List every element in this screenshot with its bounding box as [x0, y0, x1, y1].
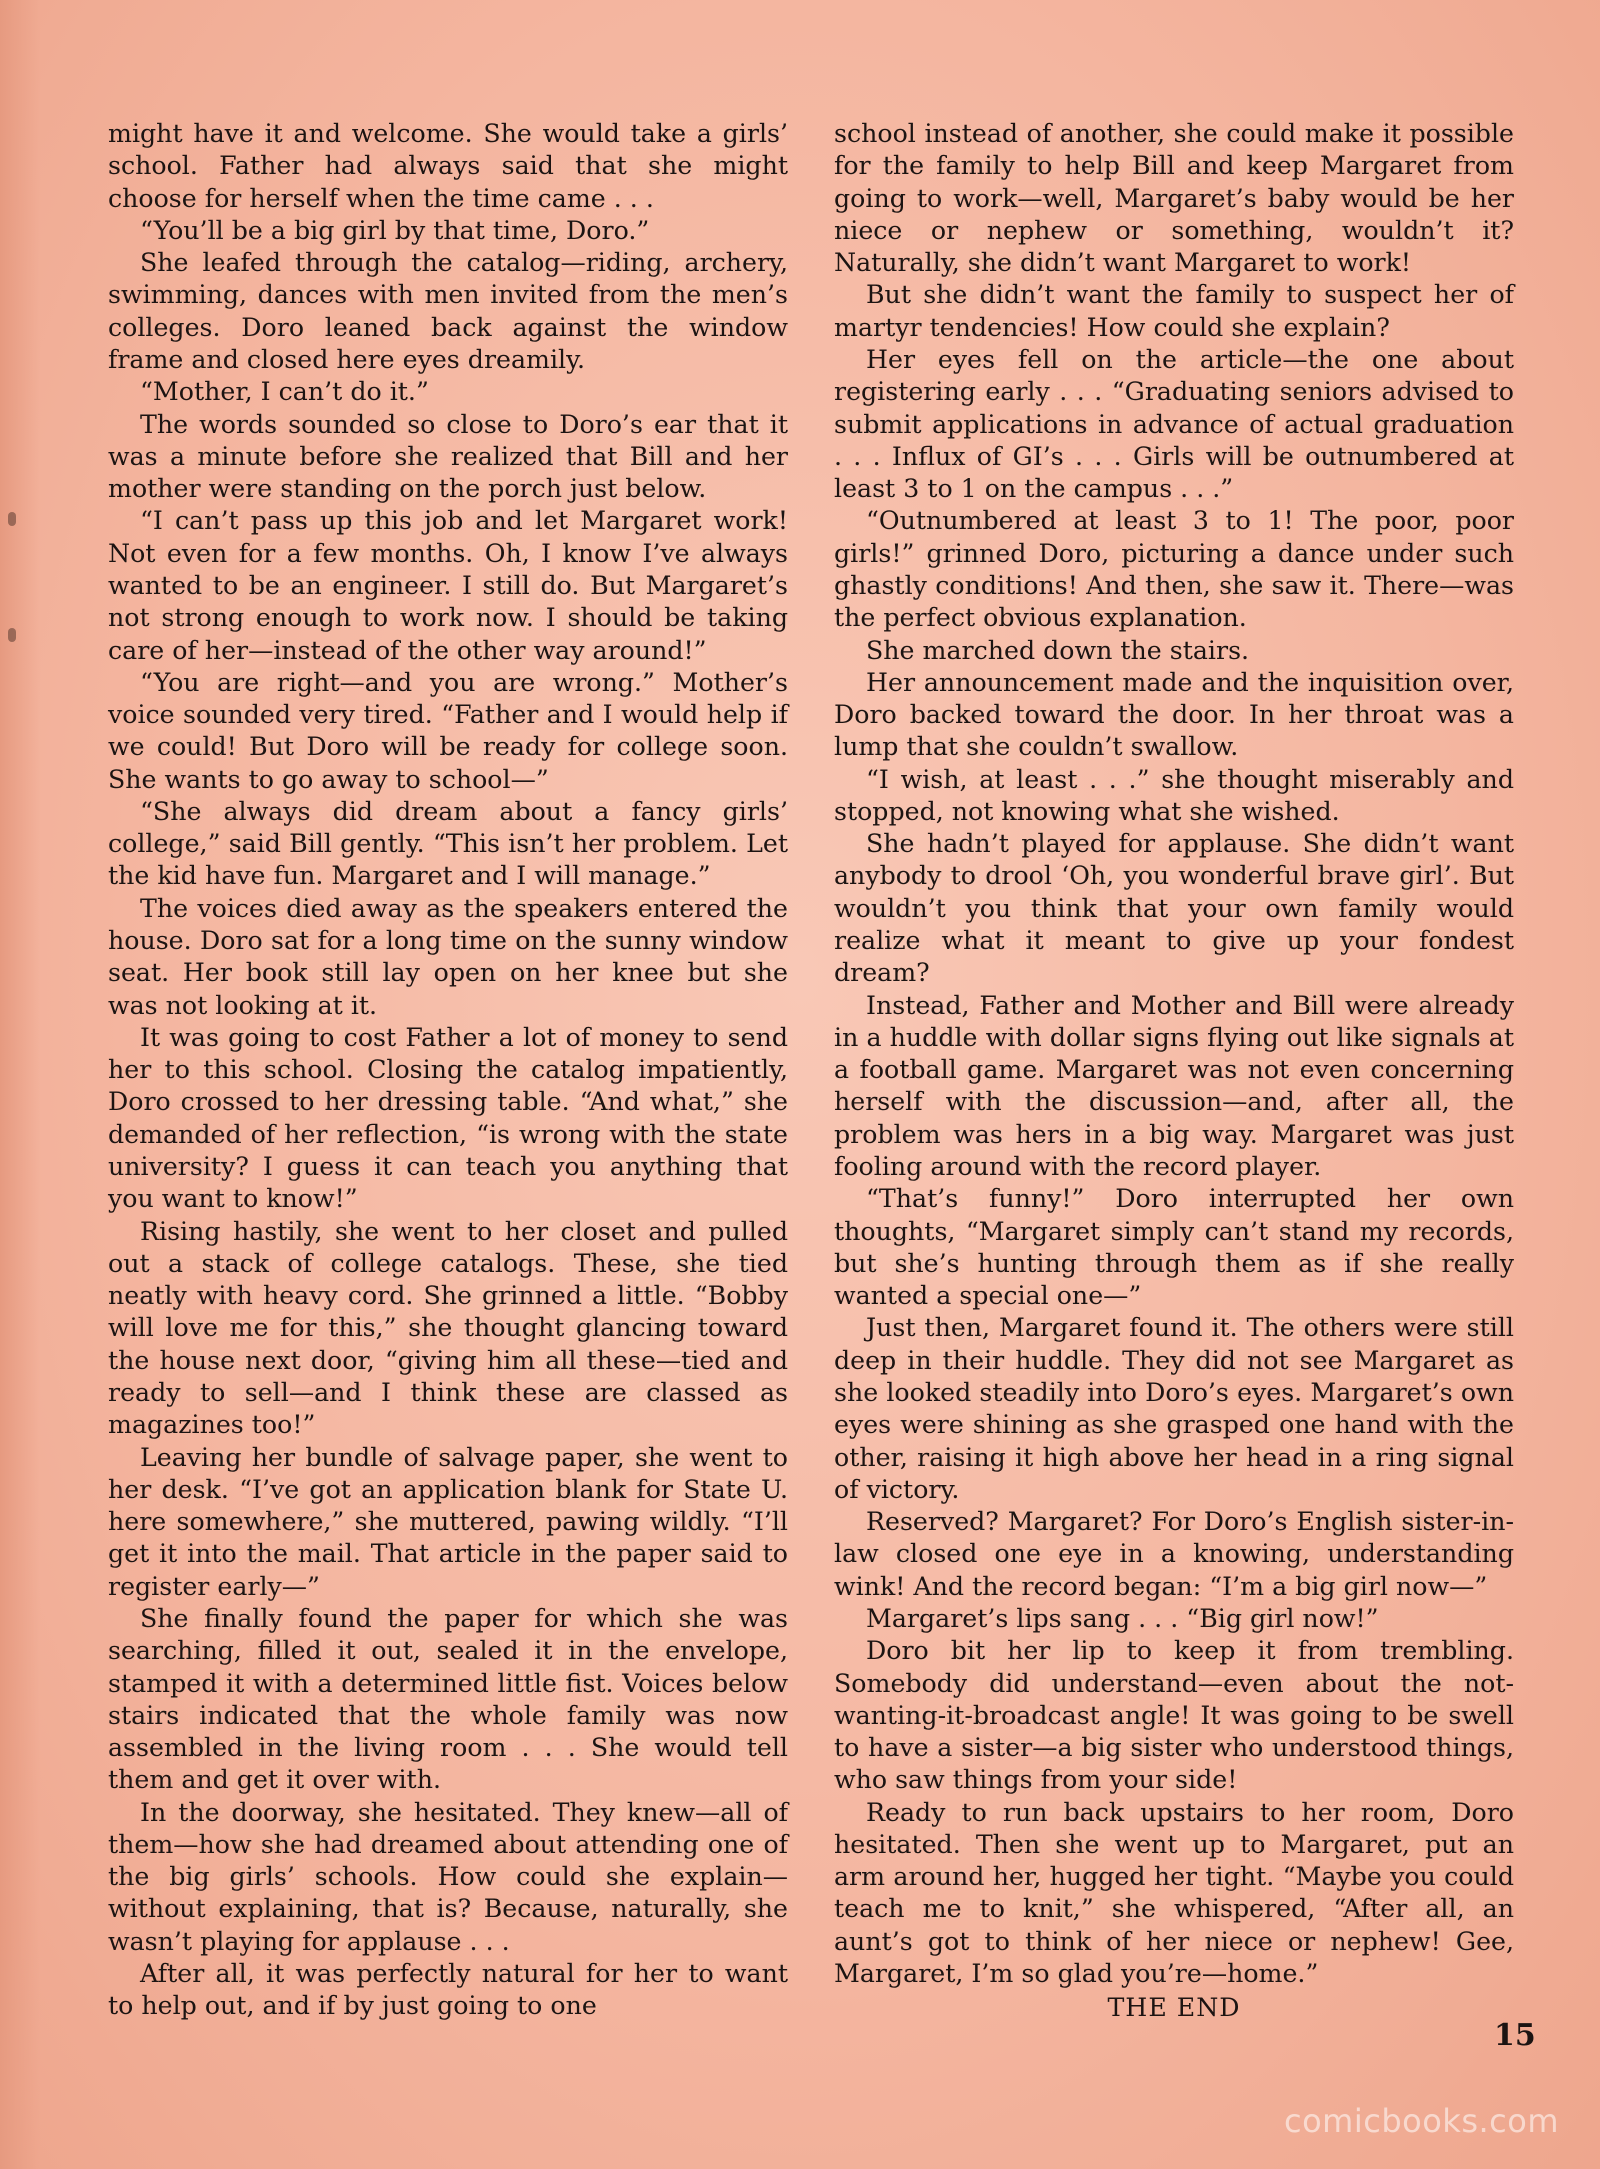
paragraph: “She always did dream about a fancy girls’ college,” said Bill gently. “This isn’t her problem. Let the kid have fun. Margaret and I will manage.” — [108, 796, 788, 891]
the-end-label: THE END — [1107, 1993, 1241, 2023]
paragraph: Rising hastily, she went to her closet and pulled out a stack of college catalogs. These, she tied neatly with heavy cord. She grinned a little. “Bobby will love me for this,” she thought glancing toward the house next door, “giving him all these—tied and ready to sell—and I think these are classed as magazines too!” — [108, 1216, 788, 1440]
paragraph: school instead of another, she could make it possible for the family to help Bill and keep Margaret from going to work—well, Margaret’s baby would be her niece or nephew or something, wouldn’t it? Naturally, she didn’t want Margaret to work! — [834, 119, 1514, 278]
paragraph: Margaret’s lips sang . . . “Big girl now!” — [866, 1603, 1379, 1633]
paragraph: “I wish, at least . . .” she thought miserably and stopped, not knowing what she wished. — [834, 764, 1514, 826]
page-number: 15 — [1494, 2018, 1536, 2053]
paragraph: “You are right—and you are wrong.” Mother’s voice sounded very tired. “Father and I would help if we could! But Doro will be ready for college soon. She wants to go away to school—” — [108, 667, 788, 794]
paragraph: She marched down the stairs. — [866, 635, 1250, 665]
paragraph: “You’ll be a big girl by that time, Doro.” — [140, 215, 650, 245]
paragraph: “Outnumbered at least 3 to 1! The poor, poor girls!” grinned Doro, picturing a dance under such ghastly conditions! And then, she saw it. There—was the perfect obvious explanation. — [834, 506, 1514, 633]
paragraph: She hadn’t played for applause. She didn’t want anybody to drool ‘Oh, you wonderful brave girl’. But wouldn’t you think that your own family would realize what it meant to give up your fondest dream? — [834, 829, 1514, 988]
story-column-right — [834, 118, 1514, 2025]
paragraph: Her announcement made and the inquisition over, Doro backed toward the door. In her throat was a lump that she couldn’t swallow. — [834, 667, 1514, 762]
paragraph: The words sounded so close to Doro’s ear that it was a minute before she realized that Bill and her mother were standing on the porch just below. — [108, 409, 788, 504]
paragraph: She leafed through the catalog—riding, archery, swimming, dances with men invited from the men’s colleges. Doro leaned back against the window frame and closed here eyes dreamily. — [108, 248, 788, 374]
paragraph: “That’s funny!” Doro interrupted her own thoughts, “Margaret simply can’t stand my records, but she’s hunting through them as if she really wanted a special one—” — [834, 1184, 1514, 1311]
paragraph: In the doorway, she hesitated. They knew—all of them—how she had dreamed about attending one of the big girls’ schools. How could she explain—without explaining, that is? Because, naturally, she wasn’t playing for applause . . . — [108, 1797, 788, 1956]
paragraph: Her eyes fell on the article—the one about registering early . . . “Graduating seniors advised to submit applications in advance of actual graduation . . . Influx of GI’s . . . Girls will be outnumbered at least 3 to 1 on the campus . . .” — [834, 344, 1514, 504]
binding-hole — [8, 628, 16, 642]
paragraph: It was going to cost Father a lot of money to send her to this school. Closing the catalog impatiently, Doro crossed to her dressing table. “And what,” she demanded of her reflection, “is wrong with the state university? I guess it can teach you anything that you want to know!” — [108, 1022, 788, 1214]
watermark: comicbooks.com — [1284, 2102, 1560, 2140]
paragraph: The voices died away as the speakers entered the house. Doro sat for a long time on the sunny window seat. Her book still lay open on her knee but she was not looking at it. — [108, 893, 788, 1020]
paragraph: “Mother, I can’t do it.” — [140, 377, 429, 407]
paragraph: might have it and welcome. She would take a girls’ school. Father had always said that she might choose for herself when the time came . . . — [108, 119, 788, 213]
paragraph: She finally found the paper for which she was searching, filled it out, sealed it in the envelope, stamped it with a determined little fist. Voices below stairs indicated that the whole family was now assembled in the living room . . . She would tell them and get it over with. — [108, 1603, 788, 1795]
binding-hole — [8, 512, 16, 526]
paragraph: “I can’t pass up this job and let Margaret work! Not even for a few months. Oh, I know I’ve always wanted to be an engineer. I still do. But Margaret’s not strong enough to work now. I should be taking care of her—instead of the other way around!” — [108, 506, 788, 665]
paragraph: Just then, Margaret found it. The others were still deep in their huddle. They did not see Margaret as she looked steadily into Doro’s eyes. Margaret’s own eyes were shining as she grasped one hand with the other, raising it high above her head in a ring signal of victory. — [834, 1313, 1514, 1504]
paragraph: Instead, Father and Mother and Bill were already in a huddle with dollar signs flying out like signals at a football game. Margaret was not even concerning herself with the discussion—and, after all, the problem was hers in a big way. Margaret was just fooling around with the record player. — [834, 990, 1514, 1181]
page-edge-shadow — [0, 0, 40, 2169]
paragraph: After all, it was perfectly natural for her to want to help out, and if by just going to one — [108, 1959, 788, 2021]
paragraph: Leaving her bundle of salvage paper, she went to her desk. “I’ve got an application blank for State U. here somewhere,” she muttered, pawing wildly. “I’ll get it into the mail. That article in the paper said to register early—” — [108, 1442, 788, 1601]
paragraph: Ready to run back upstairs to her room, Doro hesitated. Then she went up to Margaret, put an arm around her, hugged her tight. “Maybe you could teach me to knit,” she whispered, “After all, an aunt’s got to think of her niece or nephew! Gee, Margaret, I’m so glad you’re—home.” — [834, 1797, 1514, 1989]
paragraph: But she didn’t want the family to suspect her of martyr tendencies! How could she explain? — [834, 280, 1514, 342]
story-column-left — [108, 118, 788, 2023]
paragraph: Doro bit her lip to keep it from trembling. Somebody did understand—even about the not-wanting-it-broadcast angle! It was going to be swell to have a sister—a big sister who understood things, who saw things from your side! — [834, 1636, 1514, 1795]
paragraph: Reserved? Margaret? For Doro’s English sister-in-law closed one eye in a knowing, understanding wink! And the record began: “I’m a big girl now—” — [834, 1507, 1514, 1601]
